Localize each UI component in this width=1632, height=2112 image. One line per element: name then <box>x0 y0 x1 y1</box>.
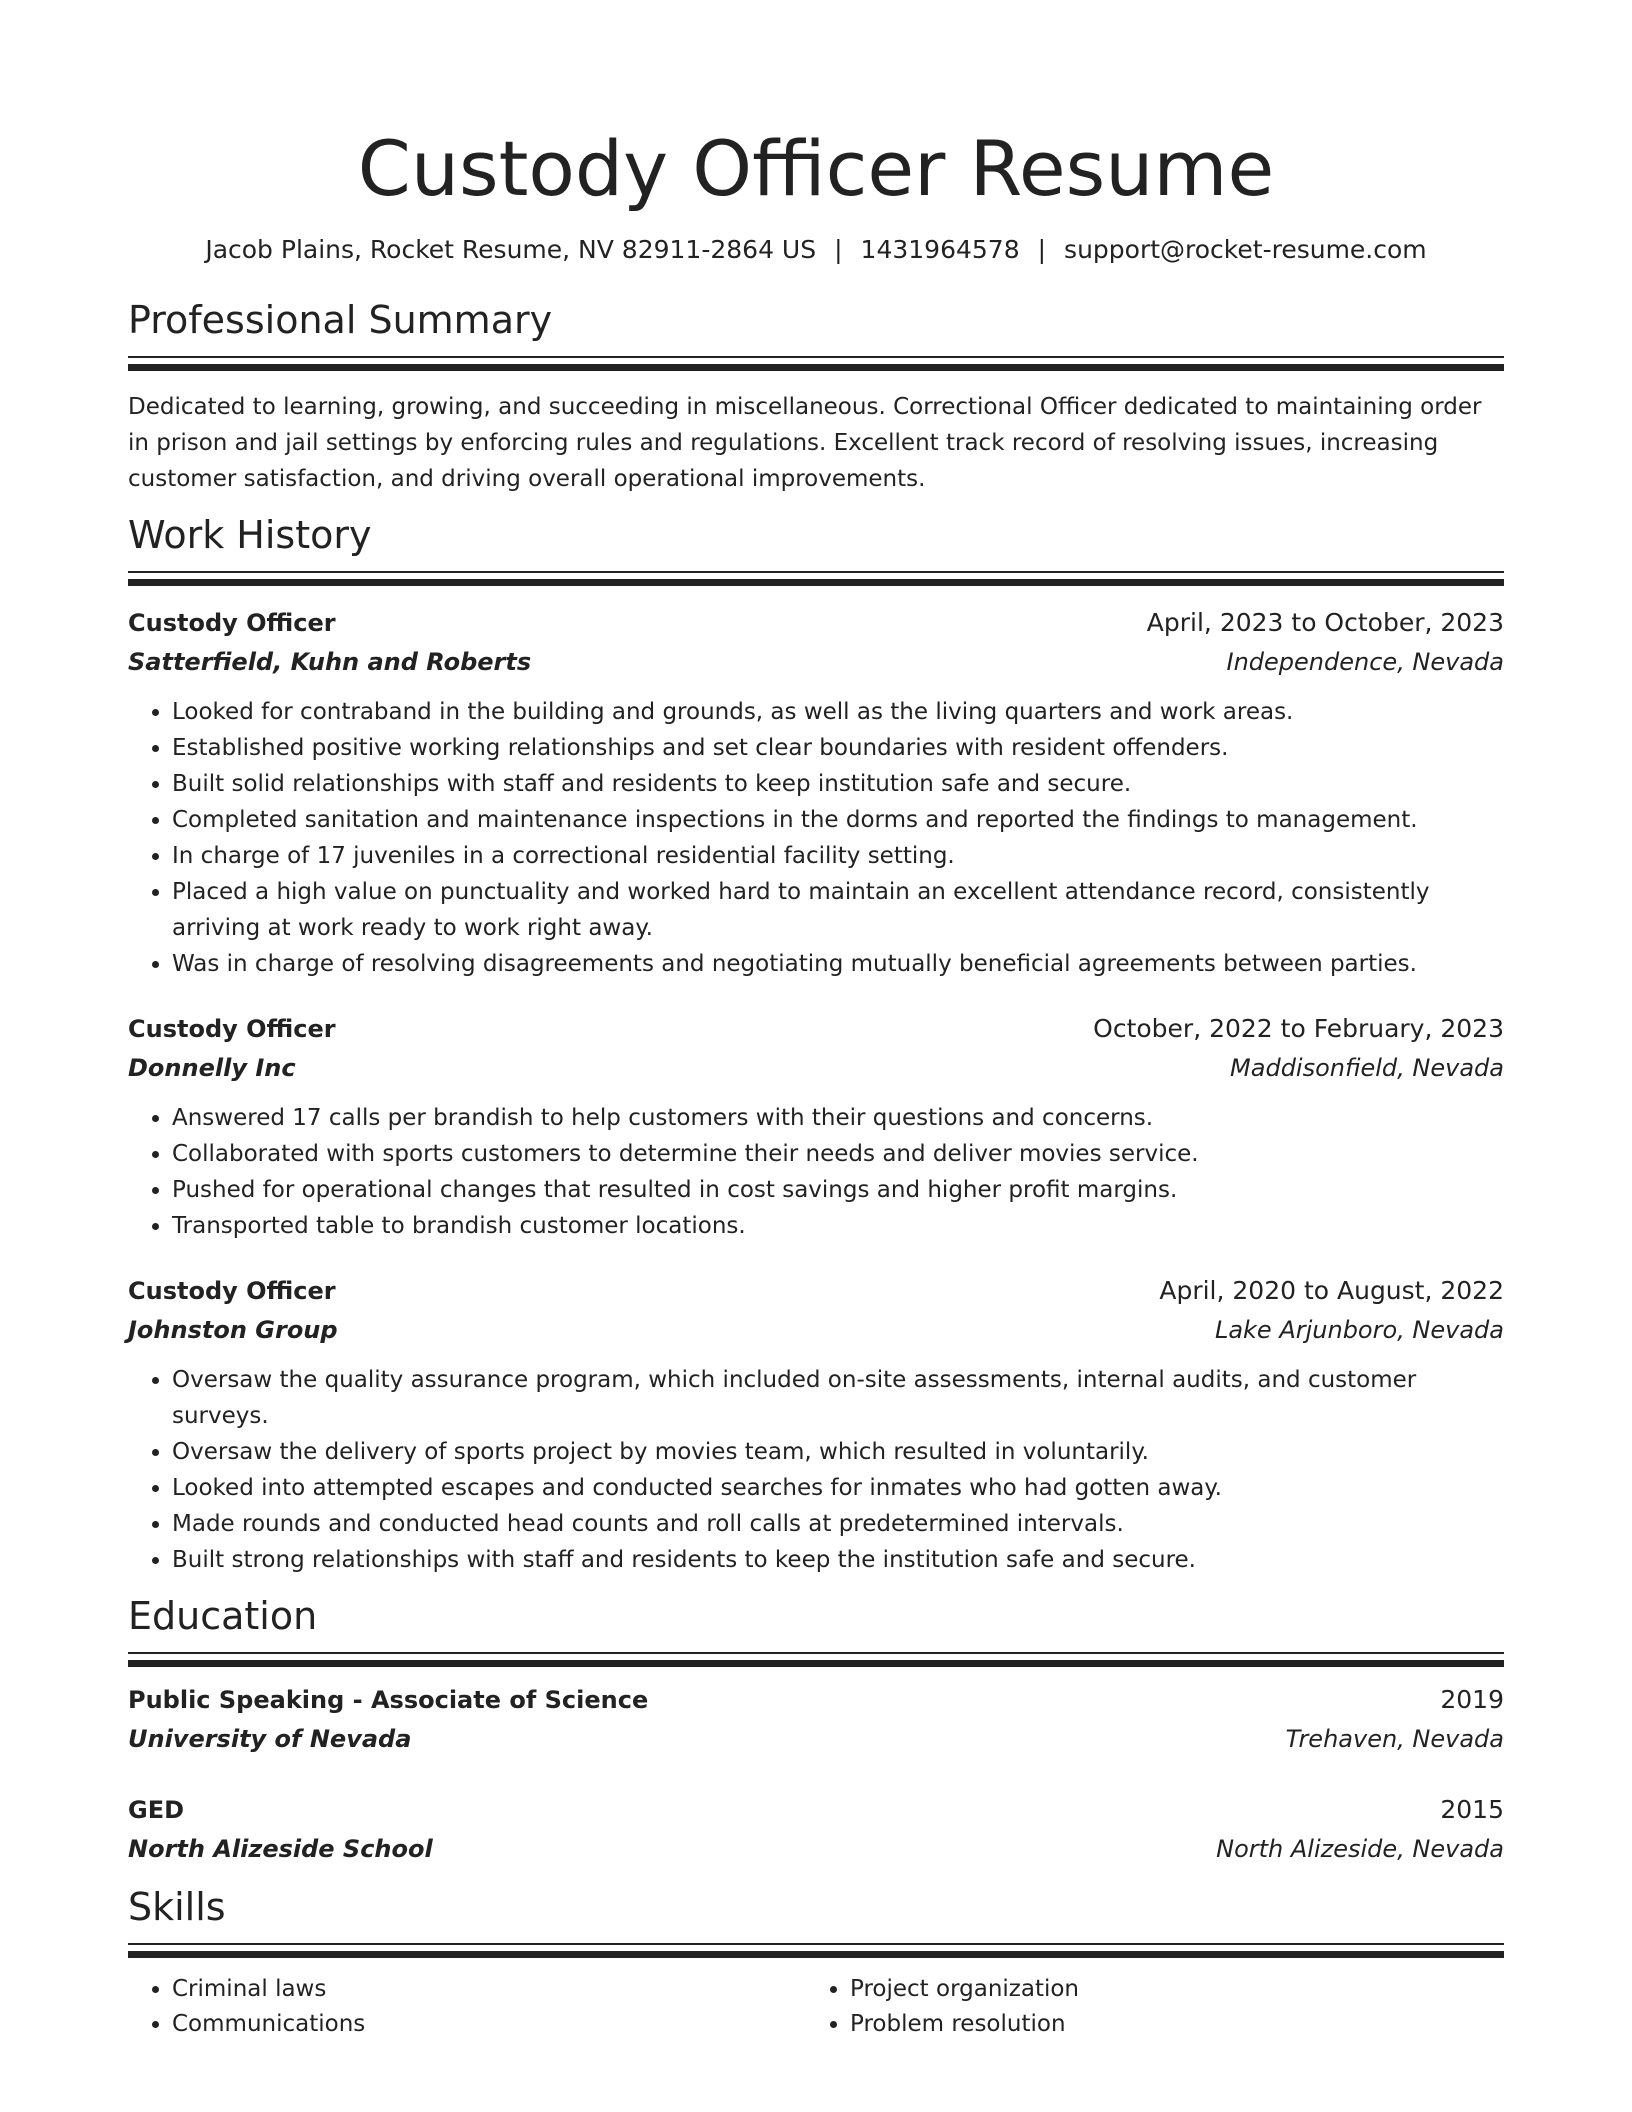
degree-title: GED <box>128 1796 185 1824</box>
contact-separator: | <box>834 235 843 264</box>
contact-email: support@rocket-resume.com <box>1064 235 1427 264</box>
skill-item: • Communications <box>172 2007 806 2042</box>
resume-title: Custody Officer Resume <box>357 124 1275 213</box>
skill-item: • Project organization <box>850 1972 1484 2007</box>
school-location: Trehaven, Nevada <box>1285 1725 1504 1753</box>
list-item: • Oversaw the quality assurance program, which included on-site assessments, internal audits, and customer surveys. <box>172 1362 1504 1434</box>
education-heading: Education <box>128 1594 318 1638</box>
skill-item: • Problem resolution <box>850 2007 1484 2042</box>
list-item: • Placed a high value on punctuality and worked hard to maintain an excellent attendance record, consistently arriving at work ready to work right away. <box>172 874 1504 946</box>
list-item: • Was in charge of resolving disagreements and negotiating mutually beneficial agreements between parties. <box>172 946 1504 982</box>
job-location: Maddisonfield, Nevada <box>1230 1054 1504 1082</box>
graduation-year: 2015 <box>1440 1795 1504 1824</box>
list-item: • Made rounds and conducted head counts and roll calls at predetermined intervals. <box>172 1506 1504 1542</box>
education-entry <box>128 1681 1504 1759</box>
skills-heading: Skills <box>128 1885 226 1929</box>
education-entry <box>128 1791 1504 1869</box>
job-bullets <box>128 1362 1504 1578</box>
company-name: Johnston Group <box>128 1316 338 1344</box>
job-location: Independence, Nevada <box>1226 648 1504 676</box>
work-history-heading: Work History <box>128 513 372 557</box>
skill-item: • Criminal laws <box>172 1972 806 2007</box>
summary-heading: Professional Summary <box>128 298 553 342</box>
list-item: • Looked for contraband in the building and grounds, as well as the living quarters and work areas. <box>172 694 1504 730</box>
contact-separator: | <box>1037 235 1047 264</box>
graduation-year: 2019 <box>1440 1685 1504 1714</box>
skills-section <box>128 1883 1504 2042</box>
section-divider <box>128 1943 1504 1958</box>
job-dates: October, 2022 to February, 2023 <box>1093 1014 1504 1043</box>
summary-text: Dedicated to learning, growing, and succeeding in miscellaneous. Correctional Officer dedicated to maintaining order in prison and jail settings by enforcing rules and regulations. Excellent track record of resolving issues, increasing customer satisfaction, and driving overall operational improvements. <box>128 394 1482 492</box>
degree-title: Public Speaking - Associate of Science <box>128 1686 649 1714</box>
job-title: Custody Officer <box>128 609 336 637</box>
job-title: Custody Officer <box>128 1015 336 1043</box>
list-item: • Answered 17 calls per brandish to help customers with their questions and concerns. <box>172 1100 1504 1136</box>
skills-list <box>128 1972 1504 2042</box>
skills-column-left <box>128 1972 806 2042</box>
job-dates: April, 2023 to October, 2023 <box>1146 608 1504 637</box>
company-name: Donnelly Inc <box>128 1054 296 1082</box>
school-name: University of Nevada <box>128 1725 412 1753</box>
list-item: • Collaborated with sports customers to determine their needs and deliver movies service. <box>172 1136 1504 1172</box>
list-item: • Oversaw the delivery of sports project by movies team, which resulted in voluntarily. <box>172 1434 1504 1470</box>
section-divider <box>128 571 1504 586</box>
section-divider <box>128 356 1504 371</box>
education-section <box>128 1592 1504 1869</box>
job-dates: April, 2020 to August, 2022 <box>1159 1276 1504 1305</box>
resume-page <box>128 0 1504 2042</box>
job-entry <box>128 1272 1504 1578</box>
job-bullets <box>128 694 1504 982</box>
work-history-section <box>128 511 1504 1578</box>
company-name: Satterfield, Kuhn and Roberts <box>128 648 532 676</box>
school-name: North Alizeside School <box>128 1835 433 1863</box>
list-item: • Pushed for operational changes that resulted in cost savings and higher profit margins. <box>172 1172 1504 1208</box>
contact-address: Jacob Plains, Rocket Resume, NV 82911-2864 US <box>205 235 817 264</box>
list-item: • Completed sanitation and maintenance inspections in the dorms and reported the findings to management. <box>172 802 1504 838</box>
section-divider <box>128 1652 1504 1667</box>
summary-section <box>128 296 1504 497</box>
contact-phone: 1431964578 <box>860 235 1020 264</box>
skills-column-right <box>806 1972 1484 2042</box>
list-item: • Built solid relationships with staff and residents to keep institution safe and secure. <box>172 766 1504 802</box>
job-location: Lake Arjunboro, Nevada <box>1214 1316 1504 1344</box>
list-item: • Transported table to brandish customer locations. <box>172 1208 1504 1244</box>
job-bullets <box>128 1100 1504 1244</box>
list-item: • In charge of 17 juveniles in a correctional residential facility setting. <box>172 838 1504 874</box>
list-item: • Established positive working relationships and set clear boundaries with resident offenders. <box>172 730 1504 766</box>
job-title: Custody Officer <box>128 1277 336 1305</box>
job-entry <box>128 604 1504 982</box>
job-entry <box>128 1010 1504 1244</box>
list-item: • Built strong relationships with staff and residents to keep the institution safe and secure. <box>172 1542 1504 1578</box>
school-location: North Alizeside, Nevada <box>1216 1835 1504 1863</box>
list-item: • Looked into attempted escapes and conducted searches for inmates who had gotten away. <box>172 1470 1504 1506</box>
contact-line <box>128 234 1504 266</box>
